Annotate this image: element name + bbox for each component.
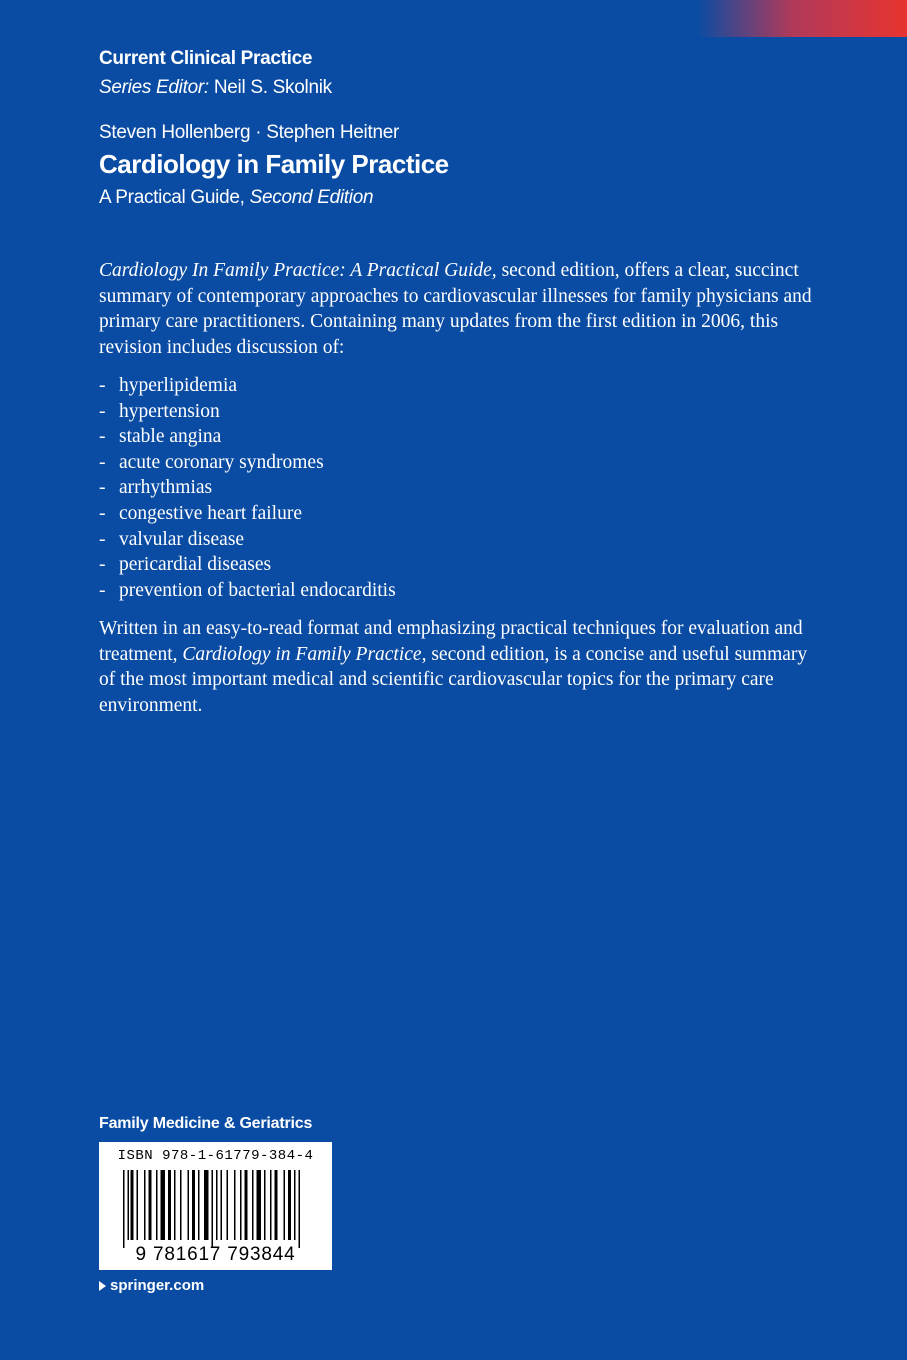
barcode-bar xyxy=(144,1170,146,1240)
book-subtitle xyxy=(99,187,373,209)
description-paragraph-2 xyxy=(99,616,819,718)
barcode-bar xyxy=(257,1170,262,1240)
list-item: - valvular disease xyxy=(99,528,245,550)
barcode-bar xyxy=(270,1170,272,1240)
barcode-bar xyxy=(245,1170,248,1240)
para2-text-start: Written in an easy-to-read format and emphasizing practical techniques for evaluation and treatment, xyxy=(99,618,803,665)
list-item: - stable angina xyxy=(99,426,222,448)
para1-text: second edition, offers a clear, succinct summary of contemporary approaches to cardiovascular illnesses for family physicians and primary care practitioners. Containing many updates from the first edition in 2006, this revision includes discussion of: xyxy=(99,260,812,358)
accent-gradient-bar xyxy=(697,0,907,37)
list-item: - prevention of bacterial endocarditis xyxy=(99,579,396,601)
list-item: - pericardial diseases xyxy=(99,554,272,576)
series-title: Current Clinical Practice xyxy=(99,48,313,69)
description-paragraph-1 xyxy=(99,258,819,360)
barcode-bar xyxy=(216,1170,218,1240)
book-authors: Steven Hollenberg · Stephen Heitner xyxy=(99,122,400,143)
barcode-bar xyxy=(174,1170,176,1240)
barcode-icon xyxy=(123,1170,308,1250)
barcode-bar xyxy=(161,1170,166,1240)
para2-italic-title: Cardiology in Family Practice, xyxy=(182,643,427,665)
topic-list xyxy=(99,373,396,603)
barcode-bar xyxy=(234,1170,236,1240)
barcode-bar xyxy=(221,1170,223,1240)
barcode-bar xyxy=(137,1170,139,1240)
barcode-bar xyxy=(294,1170,296,1240)
barcode-bar xyxy=(168,1170,171,1240)
barcode-bar xyxy=(252,1170,254,1240)
list-item: - hypertension xyxy=(99,400,220,422)
subtitle-edition: Second Edition xyxy=(249,187,374,208)
list-item: - arrhythmias xyxy=(99,477,213,499)
barcode-bar xyxy=(149,1170,152,1240)
series-editor-label: Series Editor: xyxy=(99,77,209,98)
barcode-bar xyxy=(275,1170,278,1240)
barcode-bar xyxy=(227,1170,229,1240)
isbn-label: ISBN 978-1-61779-384-4 xyxy=(117,1148,314,1164)
para2-text-rest: second edition, is a concise and useful summary of the most important medical and scientific cardiovascular topics for the primary care environment. xyxy=(99,643,808,716)
barcode-bar xyxy=(288,1170,291,1240)
barcode-bar xyxy=(204,1170,209,1240)
barcode-panel xyxy=(99,1142,332,1270)
subtitle-main: A Practical Guide, xyxy=(99,187,250,208)
para1-italic-title: Cardiology In Family Practice: A Practical Guide, xyxy=(99,260,497,281)
barcode-bar xyxy=(240,1170,242,1240)
publisher-label: springer.com xyxy=(110,1277,205,1294)
barcode-bar xyxy=(131,1170,134,1240)
subject-category: Family Medicine & Geriatrics xyxy=(99,1115,313,1132)
barcode-bar xyxy=(128,1170,130,1240)
barcode-bar xyxy=(198,1170,200,1240)
barcode-bar xyxy=(180,1170,182,1240)
barcode-bar xyxy=(299,1170,301,1248)
barcode-bar xyxy=(264,1170,266,1240)
ean-digits: 9 781617 793844 xyxy=(135,1244,296,1265)
list-item: - hyperlipidemia xyxy=(99,375,238,396)
series-editor-name: Neil S. Skolnik xyxy=(208,77,332,98)
book-title: Cardiology in Family Practice xyxy=(99,149,449,179)
arrow-right-icon xyxy=(99,1281,106,1291)
list-item: - congestive heart failure xyxy=(99,502,302,524)
barcode-bar xyxy=(212,1170,214,1248)
barcode-bar xyxy=(123,1170,125,1248)
series-editor xyxy=(99,77,332,99)
barcode-bar xyxy=(156,1170,158,1240)
list-item: - acute coronary syndromes xyxy=(99,451,324,473)
barcode-bar xyxy=(284,1170,286,1240)
barcode-bar xyxy=(188,1170,190,1240)
publisher-link[interactable] xyxy=(99,1277,204,1294)
barcode-bar xyxy=(192,1170,195,1240)
